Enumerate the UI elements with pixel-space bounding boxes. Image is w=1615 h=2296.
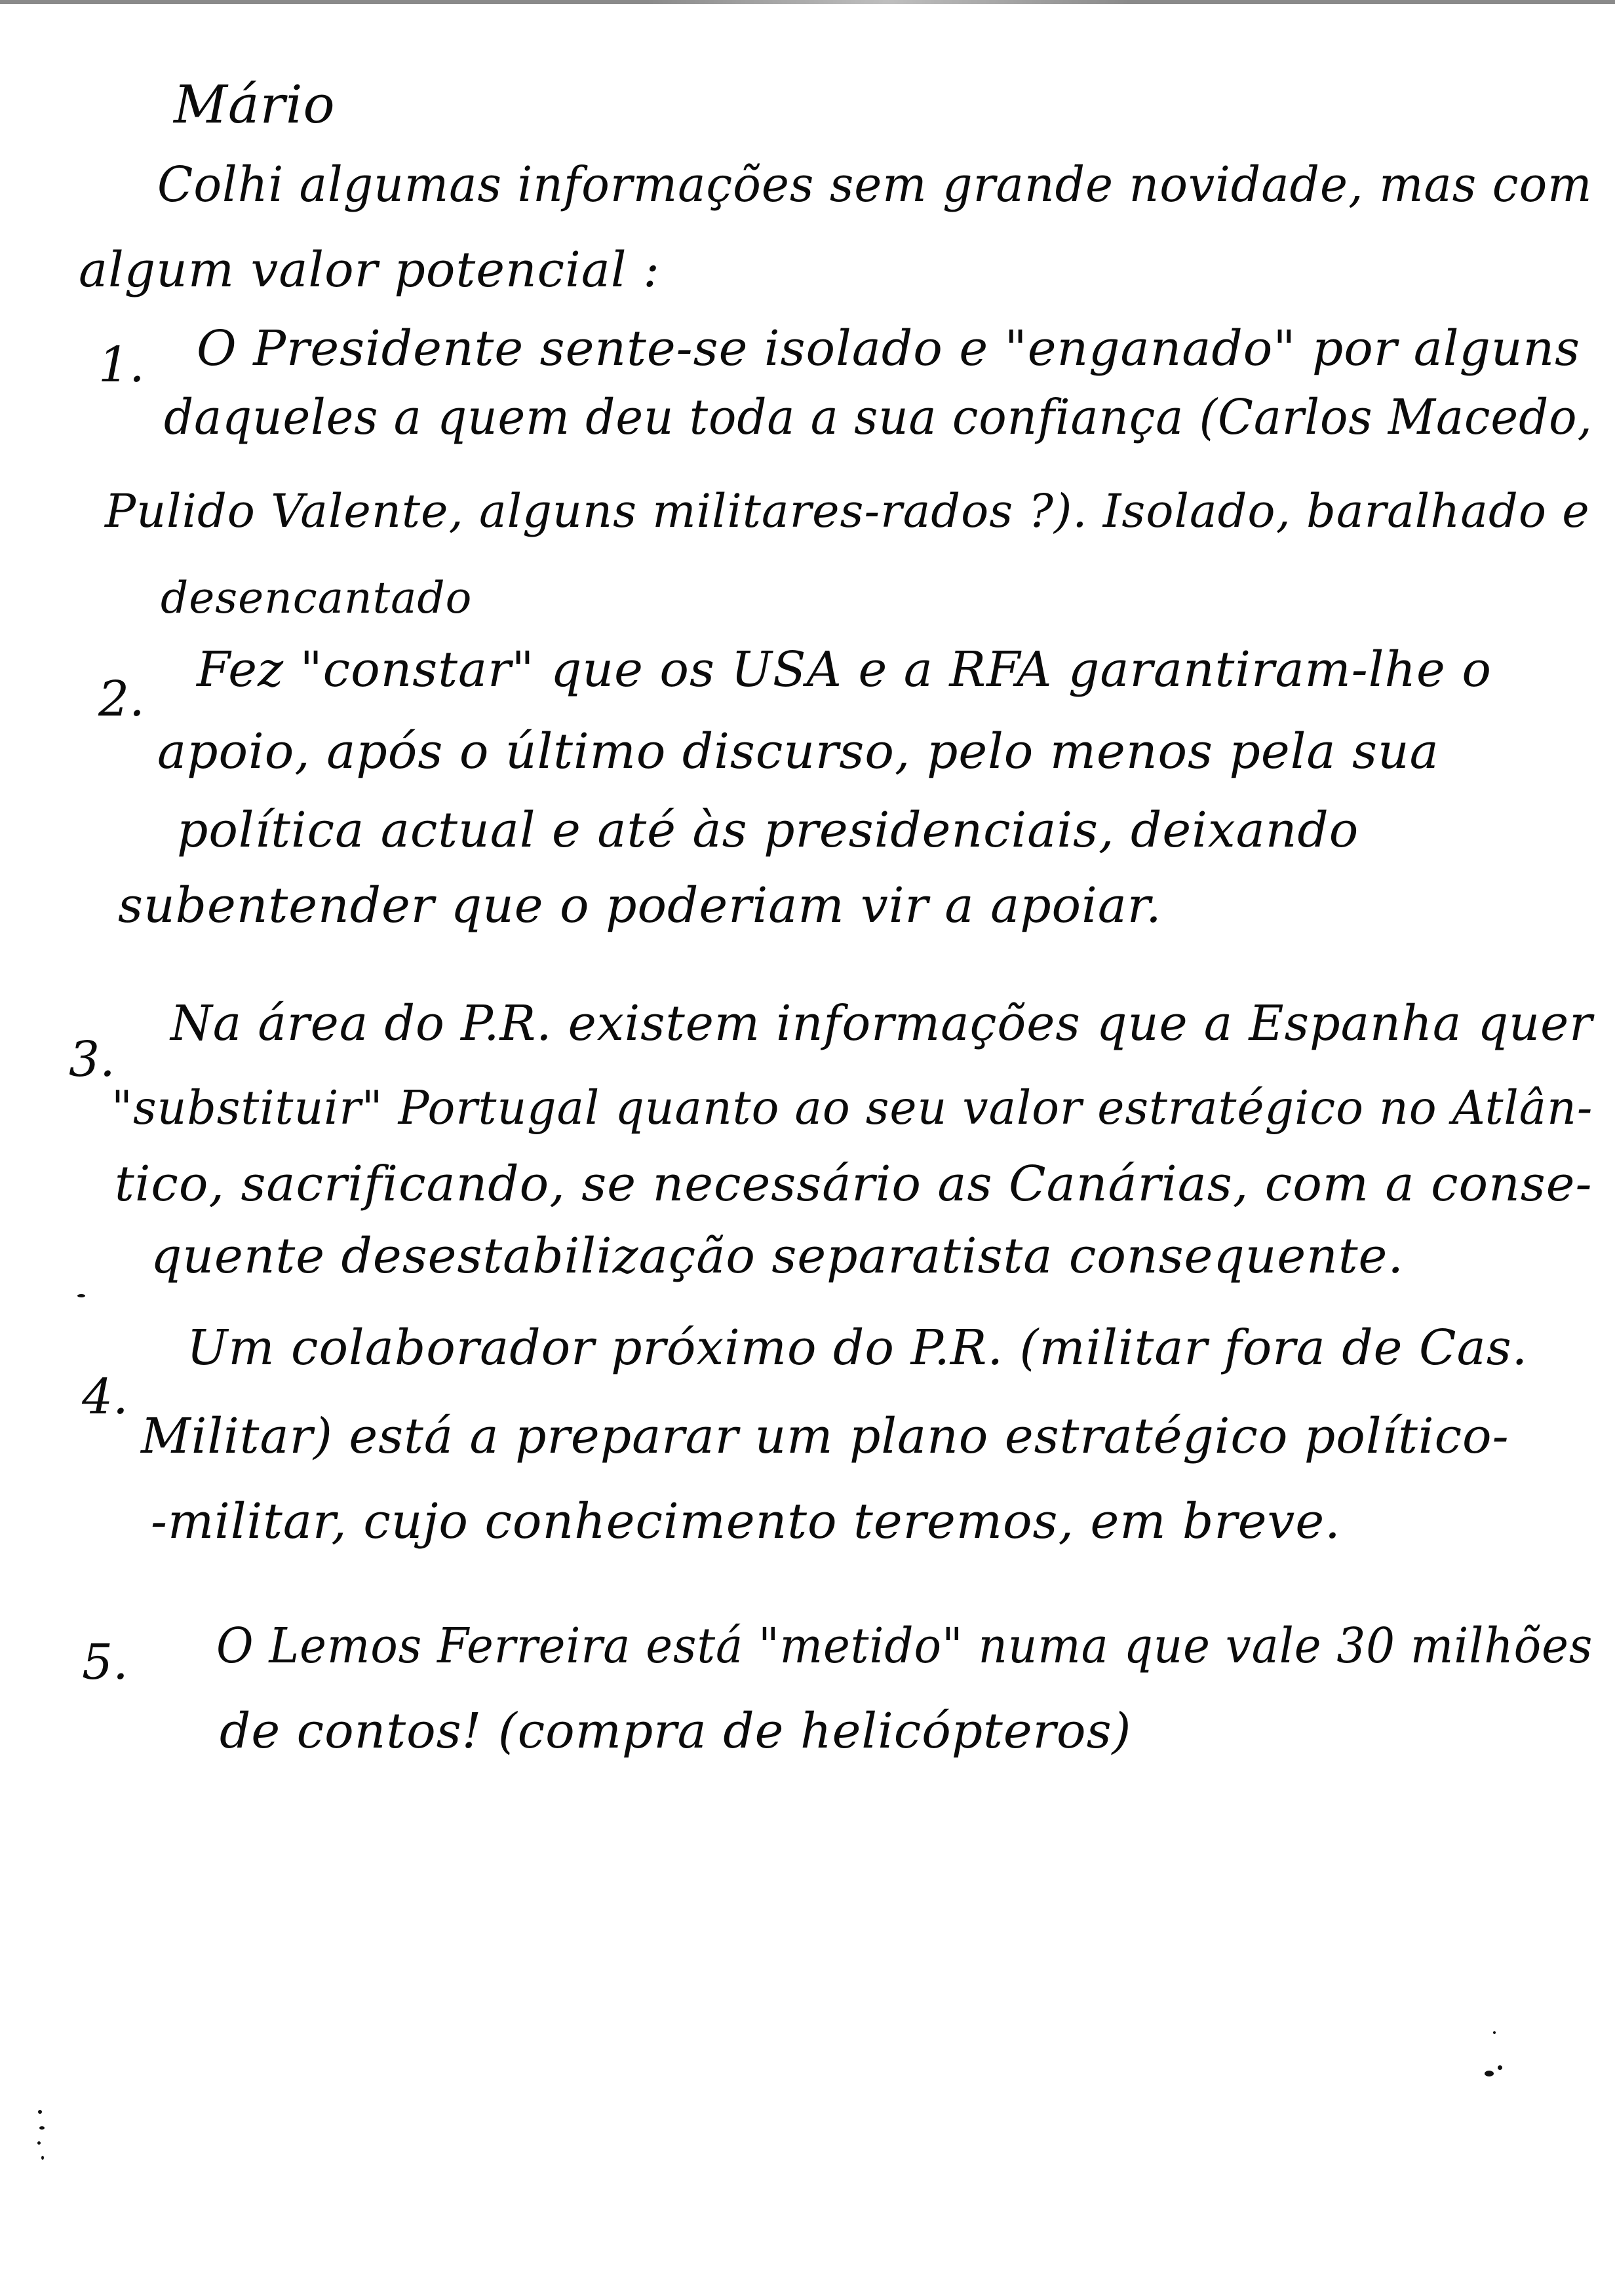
item-2-number: 2. bbox=[98, 671, 145, 727]
scan-speck bbox=[37, 2141, 41, 2145]
item-1-line-2: daqueles a quem deu toda a sua confiança (Carlos Macedo, bbox=[164, 389, 1593, 446]
item-1-number: 1. bbox=[98, 337, 145, 393]
item-5-line-2: de contos! (compra de helicópteros) bbox=[220, 1703, 1132, 1759]
scan-speck bbox=[41, 2156, 44, 2160]
item-3-line-3: tico, sacrificando, se necessário as Canárias, com a conse- bbox=[115, 1156, 1593, 1212]
item-1-line-3: Pulido Valente, alguns militares-rados ?). Isolado, baralhado e bbox=[105, 484, 1590, 538]
scan-speck bbox=[39, 2126, 45, 2130]
item-2-line-1: Fez "constar" que os USA e a RFA garantiram-lhe o bbox=[197, 641, 1492, 698]
item-4-line-1: Um colaborador próximo do P.R. (militar fora de Cas. bbox=[187, 1320, 1528, 1376]
intro-line-2: algum valor potencial : bbox=[79, 242, 661, 298]
item-2-line-4: subentender que o poderiam vir a apoiar. bbox=[118, 877, 1162, 934]
item-5-number: 5. bbox=[82, 1634, 128, 1691]
scan-speck bbox=[38, 2110, 42, 2114]
item-2-line-2: apoio, após o último discurso, pelo menos pela sua bbox=[157, 723, 1439, 780]
item-3-line-2: "substituir" Portugal quanto ao seu valor estratégico no Atlân- bbox=[111, 1081, 1593, 1135]
intro-line-1: Colhi algumas informações sem grande novidade, mas com bbox=[157, 157, 1593, 213]
scan-speck bbox=[1485, 2071, 1494, 2076]
greeting: Mário bbox=[174, 74, 336, 135]
item-4-number: 4. bbox=[82, 1369, 128, 1425]
item-1-line-4: desencantado bbox=[161, 573, 473, 623]
item-5-line-1: O Lemos Ferreira está "metido" numa que vale 30 milhões bbox=[216, 1618, 1593, 1674]
item-3-line-1: Na área do P.R. existem informações que a Espanha quer bbox=[170, 995, 1593, 1052]
scan-speck bbox=[1493, 2031, 1496, 2034]
scan-top-edge bbox=[0, 0, 1615, 4]
item-3-number: 3. bbox=[69, 1031, 115, 1088]
item-4-line-2: Militar) está a preparar um plano estratégico político- bbox=[141, 1408, 1509, 1464]
item-2-line-3: política actual e até às presidenciais, deixando bbox=[177, 802, 1359, 858]
item-4-line-3: -militar, cujo conhecimento teremos, em breve. bbox=[151, 1493, 1341, 1550]
scan-speck bbox=[1498, 2065, 1502, 2070]
scan-speck bbox=[77, 1294, 85, 1297]
item-3-line-4: quente desestabilização separatista consequente. bbox=[151, 1228, 1404, 1284]
item-1-line-1: O Presidente sente-se isolado e "enganado" por alguns bbox=[197, 320, 1581, 377]
